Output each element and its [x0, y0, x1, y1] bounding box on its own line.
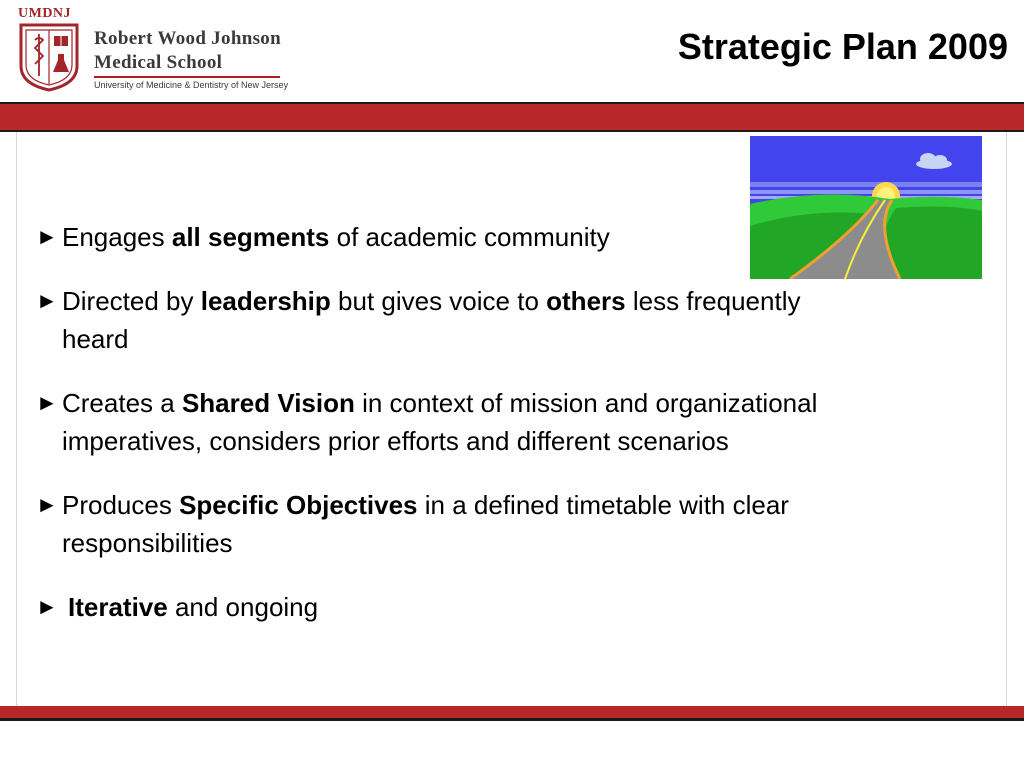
bullet-emphasis: Iterative	[68, 592, 168, 622]
bullet-emphasis: Specific Objectives	[179, 490, 418, 520]
bullet-text: less frequently heard	[62, 286, 801, 354]
bullet-arrow-icon: ►	[36, 288, 58, 313]
bottom-red-band	[0, 706, 1024, 721]
logo-acronym: UMDNJ	[18, 6, 72, 21]
seal-icon	[18, 22, 80, 92]
logo-line2: Medical School	[94, 52, 223, 73]
bullet-text: in a defined timetable with clear responsibilities	[62, 490, 789, 558]
bullet-iterative	[36, 588, 896, 626]
logo-line1: Robert Wood Johnson	[94, 28, 281, 49]
bullet-emphasis: others	[546, 286, 626, 316]
logo-subtitle: University of Medicine & Dentistry of New Jersey	[94, 80, 289, 90]
bullet-emphasis: all segments	[171, 222, 330, 252]
slide-header	[0, 0, 1024, 103]
slide-title: Strategic Plan 2009	[677, 26, 1008, 67]
bullet-arrow-icon: ►	[36, 390, 58, 415]
top-red-band	[0, 102, 1024, 132]
bullet-arrow-icon: ►	[36, 224, 58, 249]
bullet-arrow-icon: ►	[36, 492, 58, 517]
bullet-text: of academic community	[329, 222, 610, 252]
bullet-text: Engages	[62, 222, 172, 252]
rwjms-logo	[14, 4, 354, 98]
bullet-text: in context of mission and organizational imperatives, considers prior efforts and different scenarios	[62, 388, 818, 456]
bullet-objectives	[36, 486, 902, 562]
bullet-text: Directed by	[62, 286, 201, 316]
bullet-directed	[36, 282, 862, 358]
bullet-text: Creates a	[62, 388, 182, 418]
bullet-shared-vision	[36, 384, 862, 460]
bullet-list	[36, 218, 896, 626]
bullet-emphasis: Shared Vision	[181, 388, 355, 418]
bullet-text: but gives voice to	[330, 286, 547, 316]
bullet-text: and ongoing	[167, 592, 319, 622]
bullet-engages	[36, 218, 762, 256]
bullet-emphasis: leadership	[200, 286, 331, 316]
bullet-arrow-icon: ►	[36, 594, 58, 619]
bullet-text: Produces	[62, 490, 180, 520]
logo-divider	[94, 76, 280, 78]
